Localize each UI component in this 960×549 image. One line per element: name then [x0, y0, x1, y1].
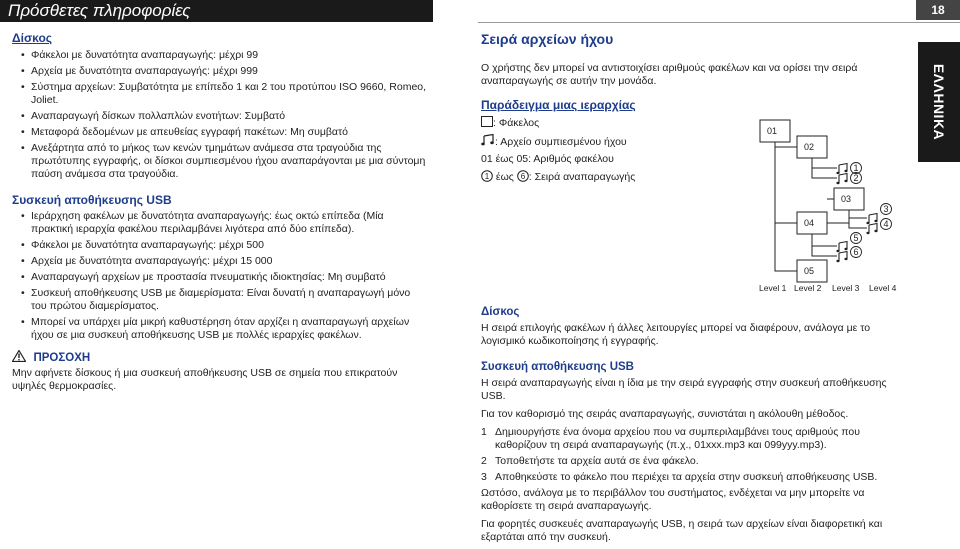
step-number: 2 [481, 455, 487, 467]
music-file-icon [481, 134, 495, 146]
track-number: 1 [853, 163, 859, 173]
usb-heading: Συσκευή αποθήκευσης USB [12, 193, 172, 207]
example-heading: Παράδειγμα μιας ιεραρχίας [481, 98, 636, 112]
track-6 [836, 247, 861, 263]
page-title: Πρόσθετες πληροφορίες [8, 1, 191, 20]
circle-number-icon [481, 170, 493, 182]
usb-bullet: • Ιεράρχηση φακέλων με δυνατότητα αναπαραγωγής: έως οκτώ επίπεδα (Μία πρακτική ιεραρχία φακέλου περιλαμβάνει λιγότερα από δύο επίπεδα). [19, 210, 427, 236]
level-label: Level 3 [832, 283, 860, 293]
track-number: 6 [853, 247, 859, 257]
legend-play-order: : Σειρά αναπαραγωγής [528, 171, 636, 183]
track-number: 4 [883, 219, 889, 229]
usb-bullet: • Φάκελοι με δυνατότητα αναπαραγωγής: μέχρι 500 [19, 239, 427, 252]
folder-number: 02 [804, 142, 815, 152]
step-number: 3 [481, 471, 487, 483]
step-number: 1 [481, 426, 487, 438]
caution-heading-row [12, 348, 90, 366]
usb-bullet: • Μπορεί να υπάρχει μία μικρή καθυστέρηση όταν αρχίζει η αναπαραγωγή αρχείων ήχου σε μια συσκευή αποθήκευσης USB με πολλές ιεραρχίες φακέλων. [19, 316, 427, 342]
folder-number: 04 [804, 218, 815, 228]
level-label: Level 2 [794, 283, 822, 293]
caution-heading: ΠΡΟΣΟΧΗ [33, 352, 91, 364]
file-order-intro: Ο χρήστης δεν μπορεί να αντιστοιχίσει αριθμούς φακέλων και να ορίσει την σειρά αναπαραγωγής σε αυτήν την μονάδα. [481, 62, 858, 87]
track-number: 2 [853, 173, 859, 183]
folder-number: 03 [841, 194, 852, 204]
legend-file-row [481, 134, 741, 149]
usb-bullet-list [19, 210, 427, 345]
track-2 [836, 173, 861, 185]
disc-bullet: • Σύστημα αρχείων: Συμβατότητα με επίπεδο 1 και 2 του προτύπου ISO 9660, Romeo, Joliet. [19, 81, 427, 107]
right-header-rule [478, 0, 960, 23]
folder-number: 05 [804, 266, 815, 276]
disc-bullet: • Ανεξάρτητα από το μήκος των κενών τμημάτων ανάμεσα στα τραγούδια της πρωτότυπης εγγραφής, οι δίσκοι συμπιεσμένου ήχου αναπαράγονται με μια σύντομη παύση ανάμεσα στα τραγούδια. [19, 142, 427, 181]
usb-order-para: Για τον καθορισμό της σειράς αναπαραγωγής, συνιστάται η ακόλουθη μέθοδος. [481, 408, 849, 420]
disc-bullet: • Αρχεία με δυνατότητα αναπαραγωγής: μέχρι 999 [19, 65, 427, 78]
legend-circle-start: 1 [484, 172, 490, 181]
disc-order-text: Η σειρά επιλογής φακέλων ή άλλες λειτουργίες μπορεί να διαφέρουν, ανάλογα με το λογισμικό κωδικοποίησης ή εγγραφής. [481, 322, 871, 347]
step-text: Δημιουργήστε ένα όνομα αρχείου που να συμπεριλαμβάνει τους αριθμούς που καθορίζουν τη σειρά αναπαραγωγής (π.χ., 01xxx.mp3 και 099yyy.mp3). [495, 426, 860, 451]
folder-icon [481, 116, 493, 127]
hierarchy-legend [481, 116, 741, 184]
usb-bullet: • Αρχεία με δυνατότητα αναπαραγωγής: μέχρι 15 000 [19, 255, 427, 268]
level-label: Level 1 [759, 283, 787, 293]
step-text: Τοποθετήστε τα αρχεία αυτά σε ένα φάκελο. [495, 455, 699, 467]
usb-order-body [481, 377, 899, 549]
step-text: Αποθηκεύστε το φάκελο που περιέχει τα αρχεία στην συσκευή αποθήκευσης USB. [495, 471, 878, 483]
disc-bullet-list [19, 49, 427, 184]
language-label: ΕΛΛΗΝΙΚΑ [931, 63, 947, 141]
hierarchy-diagram [755, 118, 915, 298]
usb-order-para: Ωστόσο, ανάλογα με το περιβάλλον του συστήματος, ενδέχεται να μην μπορείτε να καθορίσετε τη σειρά αναπαραγωγής. [481, 487, 865, 512]
track-4 [866, 219, 891, 235]
usb-step [481, 426, 899, 452]
usb-bullet: • Συσκευή αποθήκευσης USB με διαμερίσματα: Είναι δυνατή η αναπαραγωγή μόνο του πρώτου διαμερίσματος. [19, 287, 427, 313]
warning-icon [12, 350, 26, 362]
caution-text: Μην αφήνετε δίσκους ή μια συσκευή αποθήκευσης USB σε σημεία που επικρατούν υψηλές θερμοκρασίες. [12, 367, 398, 392]
level-label: Level 4 [869, 283, 897, 293]
legend-file: : Αρχείο συμπιεσμένου ήχου [495, 136, 627, 148]
usb-order-para: Η σειρά αναπαραγωγής είναι η ίδια με την σειρά εγγραφής στην συσκευή αποθήκευσης USB. [481, 377, 887, 402]
disc-heading: Δίσκος [12, 31, 53, 45]
legend-circle-end: 6 [520, 172, 526, 181]
circle-number-icon [517, 170, 529, 182]
page-number: 18 [916, 0, 960, 20]
legend-folder-numbers: 01 έως 05: Αριθμός φακέλου [481, 153, 614, 165]
legend-middle: έως [495, 171, 514, 183]
usb-order-para: Για φορητές συσκευές αναπαραγωγής USB, η σειρά των αρχείων είναι διαφορετική και εξαρτάται από την συσκευή. [481, 518, 883, 543]
language-tab [918, 42, 960, 162]
usb-step [481, 471, 899, 484]
legend-play-order-row [481, 170, 741, 184]
usb-bullet: • Αναπαραγωγή αρχείων με προστασία πνευματικής ιδιοκτησίας: Μη συμβατό [19, 271, 427, 284]
file-order-heading: Σειρά αρχείων ήχου [481, 31, 614, 47]
legend-folder-row [481, 116, 741, 130]
usb-order-heading: Συσκευή αποθήκευσης USB [481, 361, 634, 373]
disc-order-heading: Δίσκος [481, 306, 520, 318]
folder-number: 01 [767, 126, 778, 136]
usb-step [481, 455, 899, 468]
disc-bullet: • Φάκελοι με δυνατότητα αναπαραγωγής: μέχρι 99 [19, 49, 427, 62]
disc-bullet: • Μεταφορά δεδομένων με απευθείας εγγραφή πακέτων: Μη συμβατό [19, 126, 427, 139]
legend-folder: : Φάκελος [493, 117, 540, 129]
track-number: 3 [883, 204, 889, 214]
track-number: 5 [853, 233, 859, 243]
disc-bullet: • Αναπαραγωγή δίσκων πολλαπλών ενοτήτων: Συμβατό [19, 110, 427, 123]
